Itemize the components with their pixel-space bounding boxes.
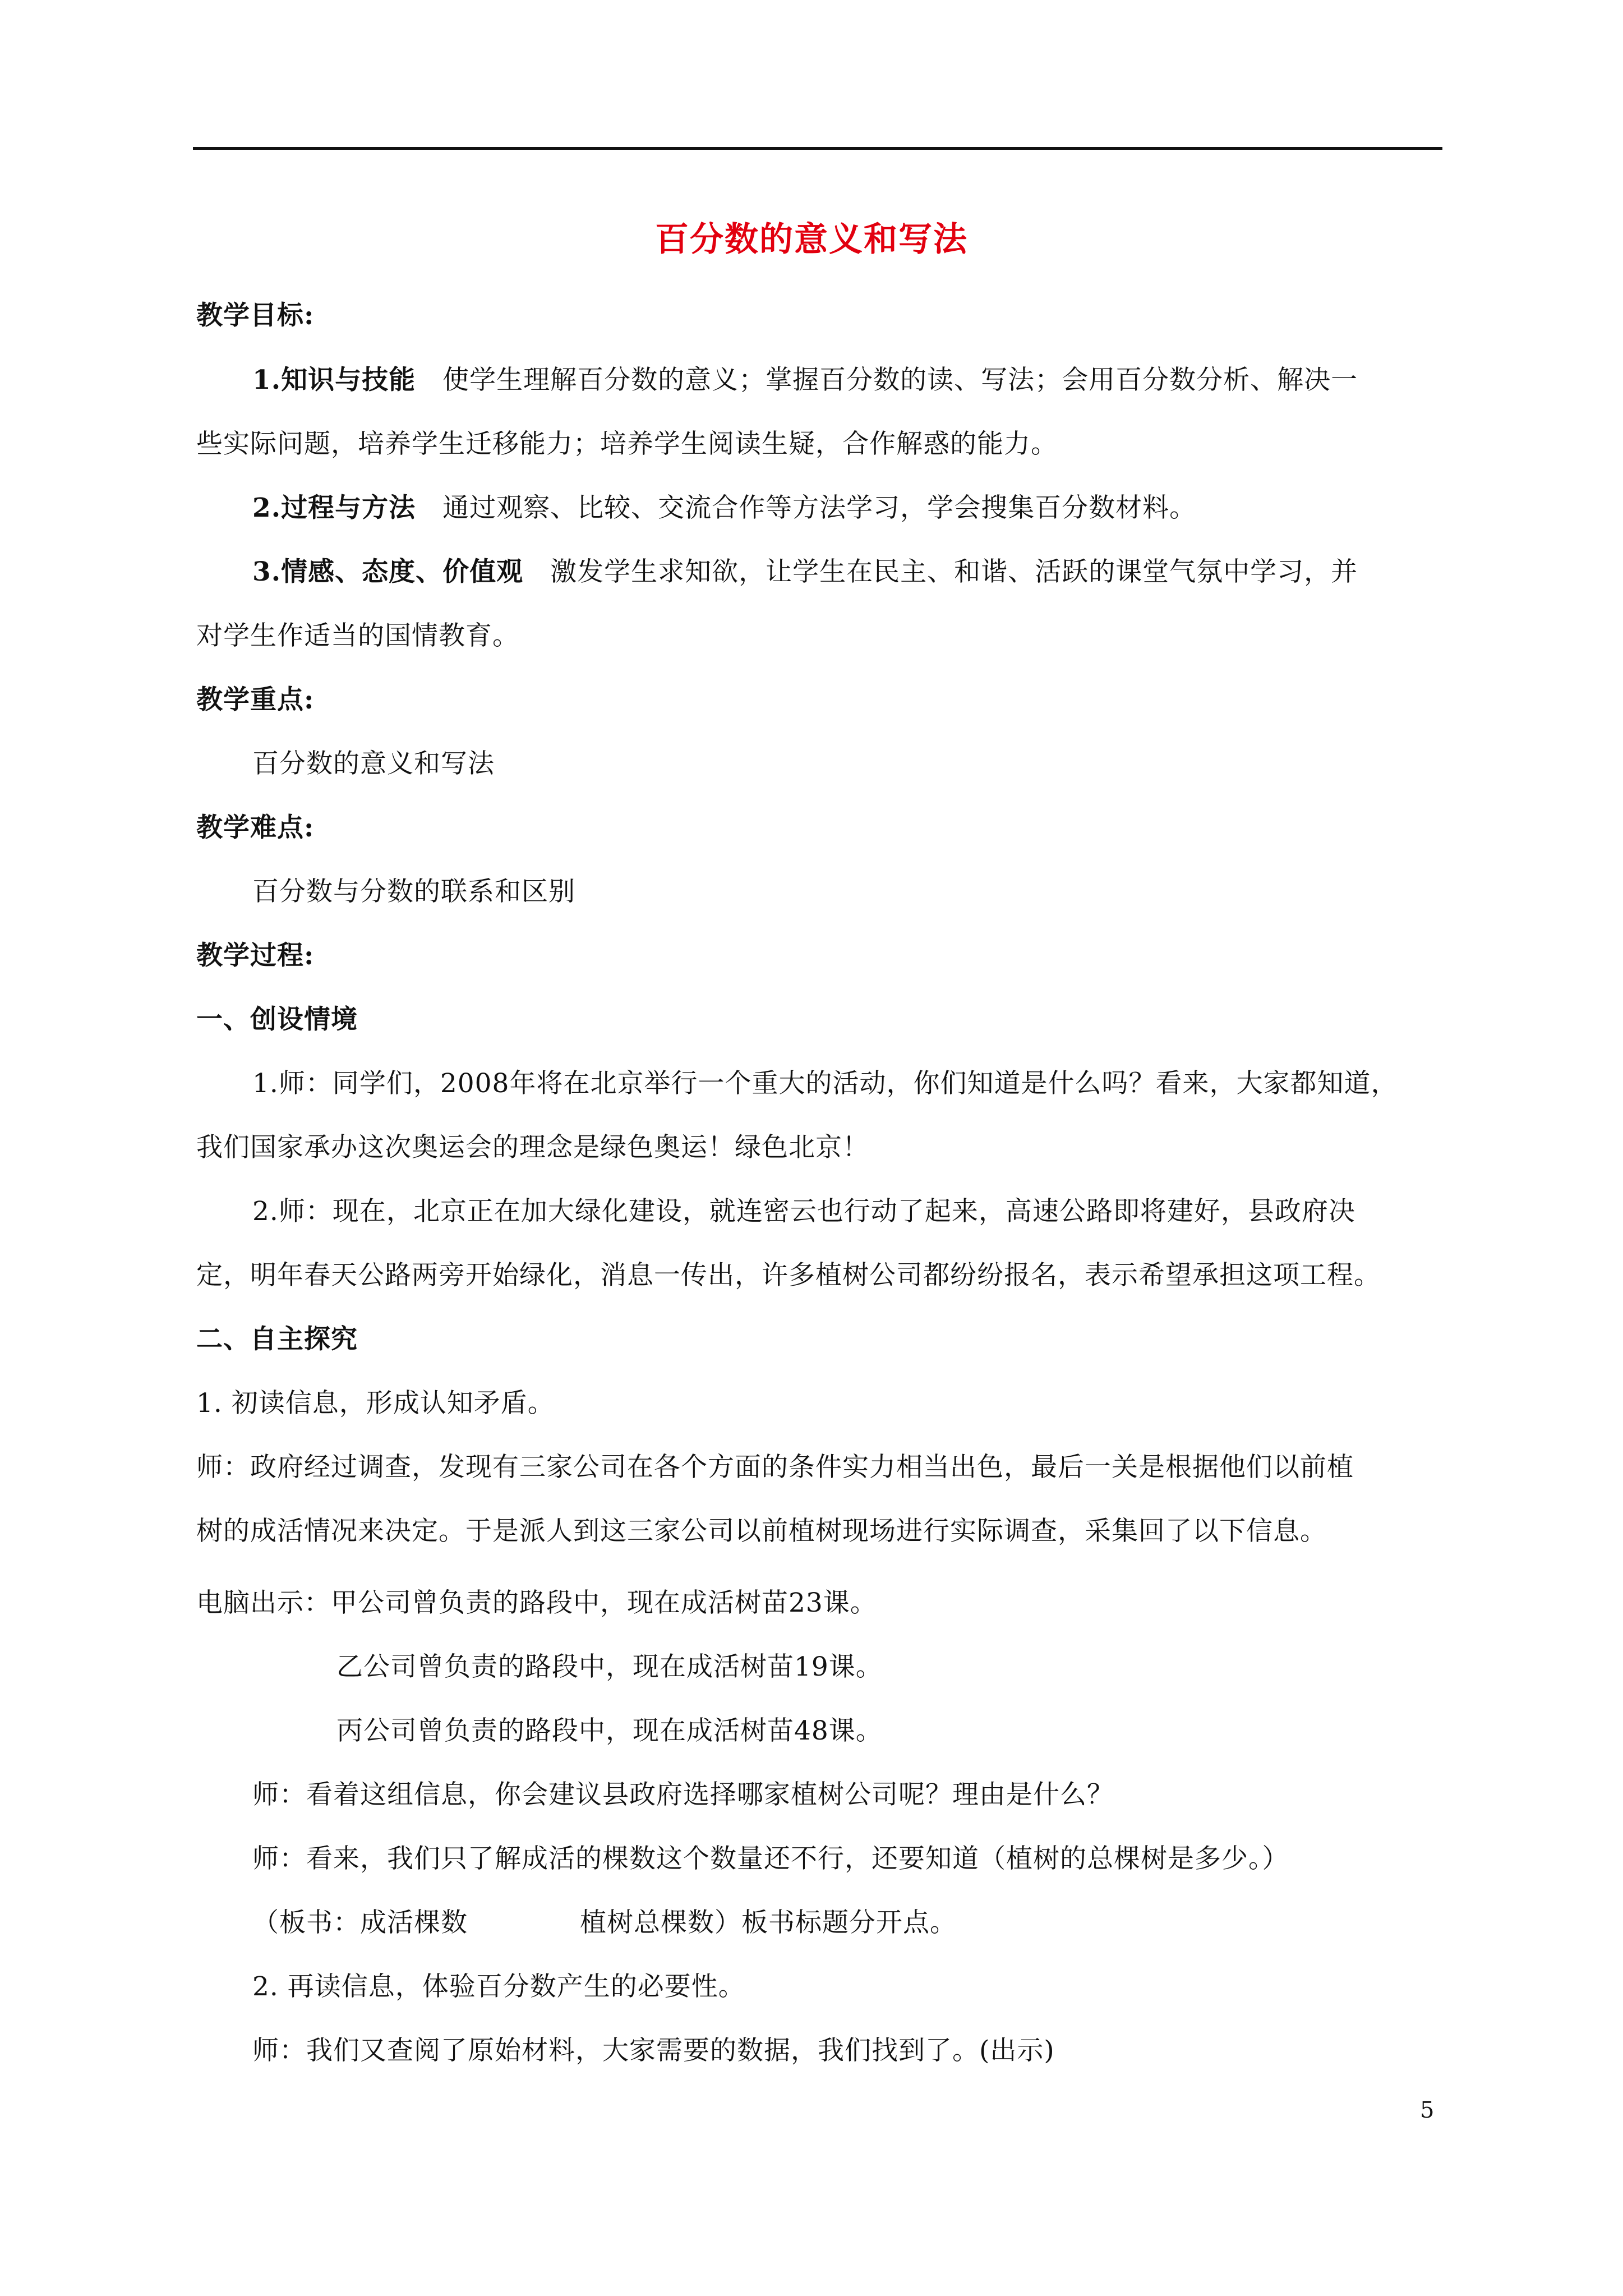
- objective-1-lead: 1.知识与技能: [252, 365, 416, 395]
- header-rule: [193, 147, 1442, 150]
- section-1-paragraph-2-line-2: 定，明年春天公路两旁开始绿化，消息一传出，许多植树公司都纷纷报名，表示希望承担这项工程。: [196, 1260, 1381, 1291]
- objective-2-lead: 2.过程与方法: [252, 493, 416, 523]
- objective-1-text: 使学生理解百分数的意义；掌握百分数的读、写法；会用百分数分析、解决一: [442, 365, 1358, 395]
- board-note-part-2: 植树总棵数）板书标题分开点。: [580, 1907, 957, 1938]
- board-note-part-1: （板书：成活棵数: [252, 1907, 468, 1938]
- objective-1-line-1: [252, 361, 1358, 400]
- objective-3-text: 激发学生求知欲，让学生在民主、和谐、活跃的课堂气氛中学习，并: [550, 556, 1358, 587]
- section-1-paragraph-1-line-1: 1.师：同学们，2008年将在北京举行一个重大的活动，你们知道是什么吗？看来，大家都知道，: [252, 1068, 1398, 1099]
- objective-3-line-1: [252, 553, 1358, 592]
- objective-2-text: 通过观察、比较、交流合作等方法学习，学会搜集百分数材料。: [442, 493, 1197, 523]
- teacher-data-found: 师：我们又查阅了原始材料，大家需要的数据，我们找到了。(出示): [252, 2035, 1055, 2066]
- company-b-text: 乙公司曾负责的路段中，现在成活树苗19课。: [336, 1651, 883, 1682]
- objective-1-line-2: 些实际问题，培养学生迁移能力；培养学生阅读生疑，合作解惑的能力。: [196, 429, 1058, 459]
- document-title: 百分数的意义和写法: [655, 220, 968, 259]
- process-heading: 教学过程:: [196, 940, 315, 971]
- teacher-question: 师：看着这组信息，你会建议县政府选择哪家植树公司呢？理由是什么？: [252, 1779, 1114, 1810]
- page-number: 5: [1420, 2097, 1435, 2123]
- key-point-heading: 教学重点:: [196, 684, 315, 715]
- difficulty-text: 百分数与分数的联系和区别: [252, 876, 575, 907]
- difficulty-heading: 教学难点:: [196, 812, 315, 843]
- company-c-text: 丙公司曾负责的路段中，现在成活树苗48课。: [336, 1715, 883, 1746]
- section-2-teacher-1-line-2: 树的成活情况来决定。于是派人到这三家公司以前植树现场进行实际调查，采集回了以下信息。: [196, 1516, 1327, 1547]
- objective-2-line-1: [252, 489, 1196, 528]
- teacher-remark: 师：看来，我们只了解成活的棵数这个数量还不行，还要知道（植树的总棵树是多少。）: [252, 1843, 1289, 1874]
- company-a-line: [196, 1584, 877, 1623]
- section-2-heading: 二、自主探究: [196, 1324, 358, 1355]
- section-1-heading: 一、创设情境: [196, 1004, 358, 1035]
- section-1-paragraph-1-line-2: 我们国家承办这次奥运会的理念是绿色奥运！绿色北京！: [196, 1132, 869, 1163]
- objectives-heading: 教学目标:: [196, 300, 315, 331]
- section-2-step-1: 1. 初读信息，形成认知矛盾。: [196, 1388, 555, 1419]
- section-2-teacher-1-line-1: 师：政府经过调查，发现有三家公司在各个方面的条件实力相当出色，最后一关是根据他们以前植: [196, 1452, 1354, 1483]
- company-a-text: 甲公司曾负责的路段中，现在成活树苗23课。: [331, 1588, 877, 1618]
- key-point-text: 百分数的意义和写法: [252, 748, 495, 779]
- objective-3-line-2: 对学生作适当的国情教育。: [196, 620, 519, 651]
- section-1-paragraph-2-line-1: 2.师：现在，北京正在加大绿化建设，就连密云也行动了起来，高速公路即将建好，县政府决: [252, 1196, 1355, 1227]
- objective-3-lead: 3.情感、态度、价值观: [252, 556, 524, 587]
- section-2-step-2: 2. 再读信息，体验百分数产生的必要性。: [252, 1971, 745, 2002]
- board-note: [252, 1903, 957, 1943]
- display-label: 电脑出示：: [196, 1588, 331, 1618]
